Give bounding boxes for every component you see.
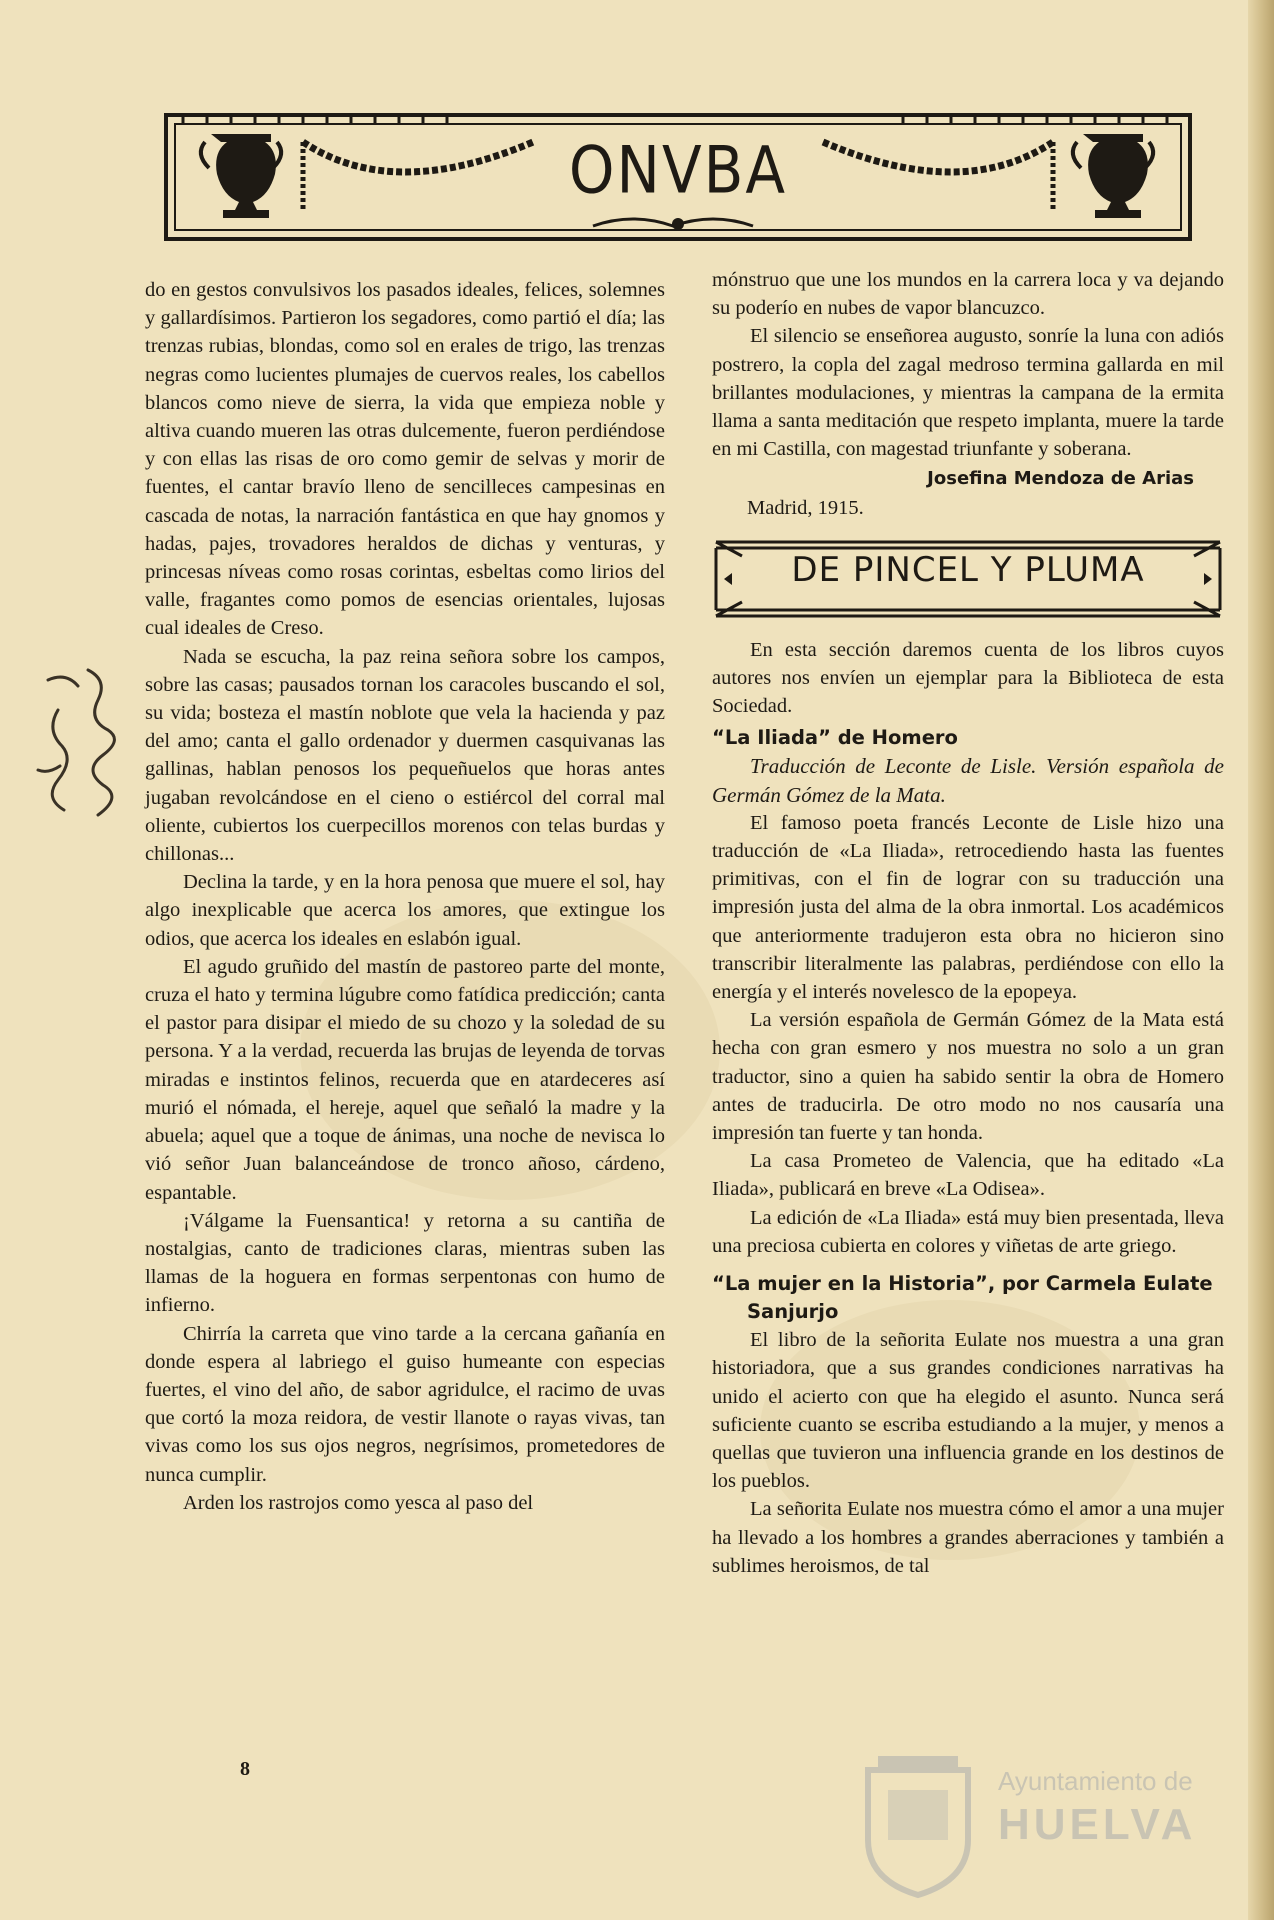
paragraph: do en gestos convulsivos los pasados ideales, felices, solemnes y gallardísimos. Partieron los segadores, como partió el día; las trenzas rubias, blondas, como sol en erales de trigo, las trenzas negras como lucientes plumajes de cuervos reales, los cabellos blancos como nieve de sierra, la vida que empieza noble y altiva cuando mueren las otras dulcemente, fueron perdiéndose y con ellas las risas de oro como gemir de selvas y morir de fuentes, el cantar bravío lleno de sencilleces campesinas en cascada de notas, la narración fantástica en que hay gnomos y hadas, pajes, trovadores heraldos de dichas y venturas, y princesas níveas como rosas corintas, esbeltas como lirios del valle, fragantes como pomos de esencias orientales, lujosas cual ideales de Creso. bbox=[145, 279, 665, 640]
dateline: Madrid, 1915. bbox=[747, 496, 864, 519]
paragraph: El libro de la señorita Eulate nos muestra a una gran historiadora, que a sus grandes condiciones narrativas ha unido el acierto con que ha elegido el asunto. Nunca será suficiente cuanto se escriba estudiando a la mujer, y menos a quellas que tuvieron una influencia grande en los destinos de los pueblos. bbox=[712, 1329, 1224, 1493]
paragraph: Chirría la carreta que vino tarde a la cercana gañanía en donde espera al labriego el guiso humeante con especias fuertes, el vino del año, de sabor agridulce, el racimo de uvas que cortó la moza reidora, de vestir llanote o rayas vivas, tan vivas como los sus ojos negros, negrísimos, prometedores de nunca cumplir. bbox=[145, 1322, 665, 1486]
paragraph: mónstruo que une los mundos en la carrera loca y va dejando su poderío en nubes de vapor blancuzco. bbox=[712, 269, 1224, 320]
paragraph: Arden los rastrojos como yesca al paso del bbox=[183, 1491, 534, 1514]
review-heading: “La mujer en la Historia”, por Carmela Eulate bbox=[712, 1272, 1213, 1296]
masthead-banner bbox=[163, 112, 1193, 242]
review-subtitle: Traducción de Leconte de Lisle. Versión española de Germán Gómez de la Mata. bbox=[712, 754, 1224, 807]
section-title: DE PINCEL Y PLUMA bbox=[791, 549, 1145, 590]
paragraph: ¡Válgame la Fuensantica! y retorna a su cantiña de nostalgias, canto de tradiciones claras, mientras suben las llamas de la hoguera en formas serpentonas con humo de infierno. bbox=[145, 1209, 665, 1317]
paragraph: La versión española de Germán Gómez de la Mata está hecha con gran esmero y nos muestra no solo a un gran traductor, sino a quien ha sabido sentir la obra de Homero antes de traducirla. De otro modo no nos causaría una impresión tan fuerte y tan honda. bbox=[712, 1009, 1224, 1145]
institution-watermark bbox=[858, 1750, 1198, 1910]
paragraph: Declina la tarde, y en la hora penosa que muere el sol, hay algo inexplicable que acerca los amores, que extingue los odios, que acerca los ideales en eslabón igual. bbox=[145, 871, 665, 950]
section-header-box bbox=[712, 536, 1224, 622]
paragraph: El agudo gruñido del mastín de pastoreo parte del monte, cruza el hato y termina lúgubre como fatídica predicción; canta el pastor para disipar el miedo de su chozo y la soledad de su persona. Y a la verdad, recuerda las brujas de leyenda de torvas miradas e instintos felinos, recuerda que en atardeceres así murió el nómada, el hereje, aquel que señaló la madre y la abuela; aquel que a toque de ánimas, una noche de nevisca lo vió señor Juan balanceándose de tronco añoso, cárdeno, espantable. bbox=[145, 955, 665, 1204]
right-column bbox=[712, 266, 1224, 1580]
left-column bbox=[145, 276, 665, 1517]
coat-of-arms-icon bbox=[858, 1750, 978, 1900]
paragraph: La casa Prometeo de Valencia, que ha editado «La Iliada», publicará en breve «La Odisea». bbox=[712, 1150, 1224, 1201]
author-signature: Josefina Mendoza de Arias bbox=[927, 468, 1194, 490]
handwritten-margin-note bbox=[18, 650, 138, 860]
review-heading: “La Iliada” de Homero bbox=[712, 726, 958, 750]
watermark-line2: HUELVA bbox=[998, 1800, 1197, 1849]
paragraph: La señorita Eulate nos muestra cómo el amor a una mujer ha llevado a los hombres a grandes aberraciones y también a sublimes heroismos, de tal bbox=[712, 1498, 1224, 1577]
paragraph: El famoso poeta francés Leconte de Lisle hizo una traducción de «La Iliada», retrocediendo hasta las fuentes primitivas, con el fin de lograr con su traducción una impresión justa del alma de la obra inmortal. Los académicos que anteriormente tradujeron esta obra no hicieron sino transcribir literalmente las palabras, perdiéndose con ello la energía y el interés novelesco de la epopeya. bbox=[712, 811, 1224, 1004]
watermark-line1: Ayuntamiento de bbox=[998, 1766, 1193, 1796]
review-heading-continued: Sanjurjo bbox=[747, 1300, 839, 1324]
paragraph: El silencio se enseñorea augusto, sonríe la luna con adiós postrero, la copla del zagal medroso termina gallarda en mil brillantes modulaciones, y mientras la campana de la ermita llama a santa meditación que respeto implanta, muere la tarde en mi Castilla, con magestad triunfante y soberana. bbox=[712, 325, 1224, 461]
paragraph: Nada se escucha, la paz reina señora sobre los campos, sobre las casas; pausados tornan los caracoles buscando el sol, su vida; bosteza el mastín noblote que vela la hacienda y paz del amo; canta el gallo ordenador y duermen casquivanas las gallinas, hablan penosos los pequeñuelos que horas antes jugaban revolcándose en el cieno o estiércol del corral mal oliente, cubiertos los cuerpecillos morenos con telas burdas y chillonas... bbox=[145, 645, 665, 866]
masthead-title: ONVBA bbox=[568, 131, 788, 209]
page-number: 8 bbox=[240, 1758, 250, 1780]
section-intro: En esta sección daremos cuenta de los libros cuyos autores nos envíen un ejemplar para la Biblioteca de esta Sociedad. bbox=[712, 638, 1224, 718]
page-edge bbox=[1248, 0, 1274, 1920]
paragraph: La edición de «La Iliada» está muy bien presentada, lleva una preciosa cubierta en colores y viñetas de arte griego. bbox=[712, 1206, 1224, 1257]
